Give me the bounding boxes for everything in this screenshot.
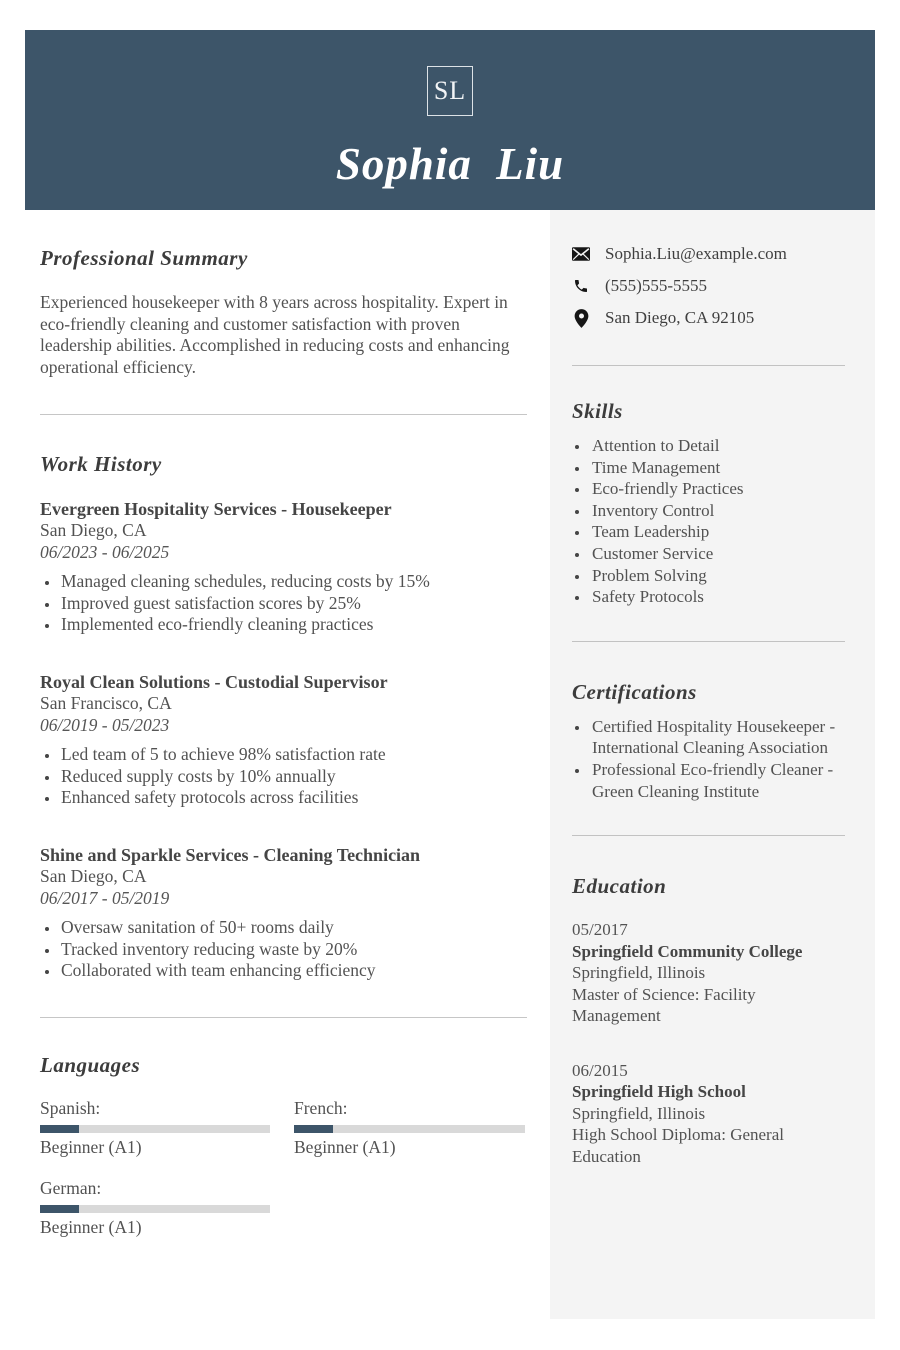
skills-heading: Skills — [572, 399, 623, 423]
job-dates: 06/2017 - 05/2019 — [40, 887, 170, 908]
monogram-badge — [427, 66, 473, 116]
skill-item: • Inventory Control — [590, 500, 845, 522]
sidebar-divider — [572, 835, 845, 836]
language-level: Beginner (A1) — [40, 1136, 142, 1157]
sidebar-divider — [572, 365, 845, 366]
job-bullet: • Improved guest satisfaction scores by 25% — [60, 593, 527, 615]
education-date: 05/2017 — [572, 920, 628, 940]
languages-grid — [40, 1098, 527, 1238]
education-location: Springfield, Illinois — [572, 963, 706, 983]
sidebar-divider — [572, 641, 845, 642]
contact-location-row — [572, 308, 845, 328]
languages-heading: Languages — [40, 1052, 141, 1077]
education-school: Springfield Community College — [572, 941, 803, 961]
skill-item: • Eco-friendly Practices — [590, 478, 845, 500]
education-degree: High School Diploma: General Education — [572, 1125, 784, 1166]
skills-list — [572, 435, 845, 608]
education-degree: Master of Science: Facility Management — [572, 984, 756, 1026]
job-dates: 06/2019 - 05/2023 — [40, 714, 170, 735]
language-level: Beginner (A1) — [40, 1216, 142, 1237]
job-bullet-list — [40, 571, 527, 636]
language-progress-fill — [294, 1125, 333, 1133]
job-title: Evergreen Hospitality Services - Housekeeper — [40, 498, 392, 519]
certifications-list — [572, 716, 845, 802]
job-title: Royal Clean Solutions - Custodial Supervisor — [40, 671, 388, 692]
job-bullet: • Managed cleaning schedules, reducing costs by 15% — [60, 571, 527, 593]
skills-section — [572, 399, 845, 608]
job-entry — [40, 499, 527, 636]
skill-item: • Problem Solving — [590, 565, 845, 587]
skill-item: • Safety Protocols — [590, 586, 845, 608]
job-location: San Francisco, CA — [40, 693, 172, 714]
job-bullet-list — [40, 744, 527, 809]
language-progress-track — [40, 1125, 270, 1133]
job-title: Shine and Sparkle Services - Cleaning Technician — [40, 844, 421, 865]
resume-header — [25, 30, 875, 210]
job-location: San Diego, CA — [40, 866, 147, 887]
language-progress-track — [40, 1205, 270, 1213]
job-bullet: • Collaborated with team enhancing efficiency — [60, 960, 527, 982]
language-level: Beginner (A1) — [294, 1136, 396, 1157]
section-divider — [40, 1017, 527, 1018]
job-bullet: • Oversaw sanitation of 50+ rooms daily — [60, 917, 527, 939]
job-bullet: • Implemented eco-friendly cleaning practices — [60, 614, 527, 636]
contact-phone-row — [572, 276, 845, 296]
phone-icon — [572, 277, 590, 295]
language-name: German: — [40, 1177, 102, 1198]
summary-heading: Professional Summary — [40, 246, 248, 270]
skill-item: • Customer Service — [590, 543, 845, 565]
education-heading: Education — [572, 874, 667, 899]
language-item — [294, 1098, 525, 1158]
job-entry — [40, 845, 527, 982]
map-pin-icon — [572, 309, 590, 327]
candidate-name: Sophia Liu — [335, 139, 565, 189]
certification-item: • Certified Hospitality Housekeeper - International Cleaning Association — [590, 716, 845, 759]
summary-text: Experienced housekeeper with 8 years across hospitality. Expert in eco-friendly cleaning and customer satisfaction with proven leadership abilities. Accomplished in reducing costs and enhancing operational efficiency. — [40, 292, 510, 378]
job-bullet: • Led team of 5 to achieve 98% satisfaction rate — [60, 744, 527, 766]
job-entry — [40, 672, 527, 809]
job-bullet: • Reduced supply costs by 10% annually — [60, 766, 527, 788]
sidebar — [550, 210, 875, 1319]
job-bullet-list — [40, 917, 527, 982]
job-bullet: • Enhanced safety protocols across facilities — [60, 787, 527, 809]
education-school: Springfield High School — [572, 1082, 746, 1102]
certification-item: • Professional Eco-friendly Cleaner - Green Cleaning Institute — [590, 759, 845, 802]
contact-location: San Diego, CA 92105 — [605, 308, 755, 327]
language-progress-fill — [40, 1125, 79, 1133]
language-progress-fill — [40, 1205, 79, 1213]
work-history-heading: Work History — [40, 451, 162, 476]
contact-email: Sophia.Liu@example.com — [605, 244, 787, 263]
envelope-icon — [572, 245, 590, 263]
education-location: Springfield, Illinois — [572, 1103, 706, 1123]
language-progress-track — [294, 1125, 525, 1133]
skill-item: • Time Management — [590, 457, 845, 479]
job-location: San Diego, CA — [40, 520, 147, 541]
main-column — [40, 210, 527, 1238]
certifications-heading: Certifications — [572, 679, 697, 704]
job-dates: 06/2023 - 06/2025 — [40, 541, 170, 562]
job-bullet: • Tracked inventory reducing waste by 20% — [60, 939, 527, 961]
language-name: Spanish: — [40, 1097, 101, 1118]
language-item — [40, 1098, 270, 1158]
education-section — [572, 874, 845, 1167]
education-entry — [572, 1060, 845, 1168]
skill-item: • Team Leadership — [590, 521, 845, 543]
education-date: 06/2015 — [572, 1060, 628, 1080]
language-item — [40, 1178, 270, 1238]
section-divider — [40, 414, 527, 415]
contact-phone: (555)555-5555 — [605, 276, 707, 295]
monogram-text: SL — [433, 76, 467, 105]
contact-section — [572, 244, 845, 328]
contact-email-row — [572, 244, 845, 264]
education-entry — [572, 919, 845, 1027]
certifications-section — [572, 680, 845, 802]
skill-item: • Attention to Detail — [590, 435, 845, 457]
language-name: French: — [294, 1097, 348, 1118]
